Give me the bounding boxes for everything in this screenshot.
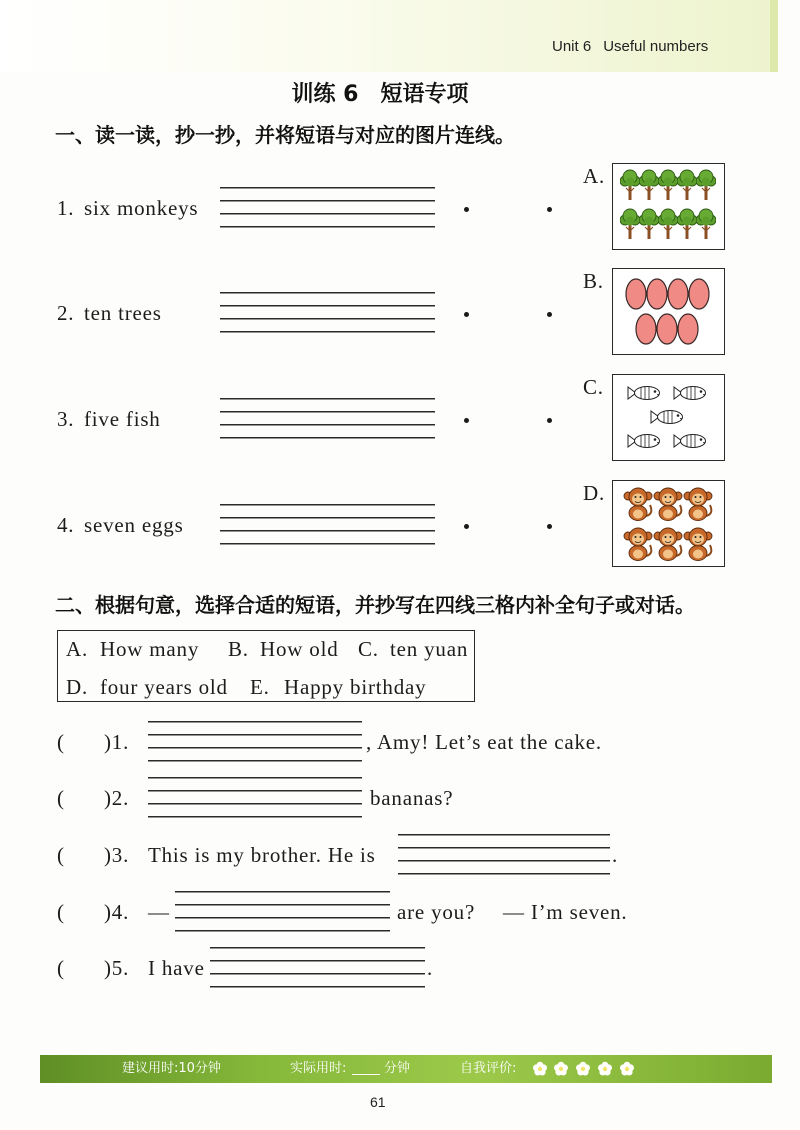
header-band [0,0,778,72]
item-number: 4. [57,513,75,537]
question-number: )5. [104,956,130,980]
four-line-grid [220,292,435,333]
option-text: four years old [100,675,228,699]
tree-icon [620,209,640,239]
four-line-grid [148,777,362,818]
question-number: )4. [104,900,130,924]
match-dot-left [464,418,469,423]
unit-number: Unit 6 [552,38,592,55]
page-number: 61 [370,1094,386,1110]
section1-heading: 一、读一读，抄一抄，并将短语与对应的图片连线。 [55,123,515,147]
option-letter: C. [358,637,379,661]
tree-icon [696,170,716,200]
picture-box-d [612,480,725,567]
actual-time-label: 实际用时: [290,1061,347,1076]
question-number: )3. [104,843,130,867]
fish-icon [628,387,660,400]
option-letter: A. [66,637,89,661]
egg-icon [689,279,709,309]
egg-icon [636,314,656,344]
monkey-icon [684,528,712,561]
fish-icon [628,435,660,448]
monkeys-picture [613,481,723,565]
flower-icon [533,1062,547,1076]
option-text: ten yuan [390,637,469,661]
answer-bracket-open: ( [57,956,65,980]
fish-icon [651,411,683,424]
tree-icon [677,170,697,200]
question-text-before: — [148,900,170,924]
question-text-after: bananas? [370,786,454,810]
four-line-grid [220,187,435,228]
question-number: )1. [104,730,130,754]
fish-picture [613,375,723,459]
egg-icon [626,279,646,309]
match-dot-right [547,524,552,529]
tree-icon [639,209,659,239]
tree-icon [677,209,697,239]
match-dot-left [464,524,469,529]
monkey-icon [624,528,652,561]
header-edge-stripe [770,0,778,72]
eggs-picture [613,269,723,353]
egg-icon [647,279,667,309]
tree-icon [696,209,716,239]
monkey-icon [684,488,712,521]
match-dot-right [547,418,552,423]
egg-icon [657,314,677,344]
match-dot-right [547,207,552,212]
trees-picture [613,164,723,248]
picture-box-c [612,374,725,461]
item-phrase: five fish [84,407,161,431]
flower-icon [620,1062,634,1076]
page-title [0,81,760,109]
title-number: 训练 6 [291,82,359,107]
monkey-icon [654,528,682,561]
footer-band [40,1055,772,1083]
option-letter: E. [250,675,270,699]
item-phrase: six monkeys [84,196,199,220]
egg-icon [668,279,688,309]
match-dot-left [464,312,469,317]
picture-box-a [612,163,725,250]
option-text: Happy birthday [284,675,427,699]
tree-icon [658,209,678,239]
four-line-grid [398,834,610,875]
self-eval-rating [532,1061,636,1077]
answer-bracket-open: ( [57,786,65,810]
actual-time-unit: 分钟 [384,1061,411,1076]
option-letter: B. [228,637,249,661]
picture-label: C. [583,375,604,399]
flower-icon [576,1062,590,1076]
actual-time-blank [352,1063,380,1075]
item-phrase: seven eggs [84,513,184,537]
picture-label: B. [583,269,604,293]
tree-icon [658,170,678,200]
four-line-grid [220,398,435,439]
four-line-grid [148,721,362,762]
item-number: 1. [57,196,75,220]
question-number: )2. [104,786,130,810]
tree-icon [639,170,659,200]
title-text: 短语专项 [380,82,469,107]
unit-heading [552,38,708,56]
item-phrase: ten trees [84,301,162,325]
egg-icon [678,314,698,344]
option-text: How old [260,637,339,661]
options-box [57,630,475,702]
question-text-after: . [427,956,434,980]
question-text-after: , Amy! Let’s eat the cake. [366,730,602,754]
section2-heading: 二、根据句意，选择合适的短语，并抄写在四线三格内补全句子或对话。 [55,593,695,617]
tree-icon [620,170,640,200]
fish-icon [674,387,706,400]
question-text-before: I have [148,956,205,980]
monkey-icon [624,488,652,521]
fish-icon [674,435,706,448]
match-dot-left [464,207,469,212]
question-text-after: are you? [397,900,476,924]
question-text-before: This is my brother. He is [148,843,376,867]
picture-label: D. [583,481,606,505]
answer-bracket-open: ( [57,843,65,867]
question-text-after: . [612,843,619,867]
unit-title: Useful numbers [603,38,709,55]
flower-icon [598,1062,612,1076]
four-line-grid [220,504,435,545]
item-number: 2. [57,301,75,325]
item-number: 3. [57,407,75,431]
option-letter: D. [66,675,89,699]
answer-bracket-open: ( [57,730,65,754]
picture-box-b [612,268,725,355]
self-eval-label: 自我评价: [460,1061,517,1076]
answer-bracket-open: ( [57,900,65,924]
four-line-grid [210,947,425,988]
match-dot-right [547,312,552,317]
option-text: How many [100,637,200,661]
four-line-grid [175,891,390,932]
suggested-time: 建议用时:10分钟 [122,1061,221,1076]
monkey-icon [654,488,682,521]
picture-label: A. [583,164,606,188]
question-reply: — I’m seven. [503,900,628,924]
flower-icon [554,1062,568,1076]
